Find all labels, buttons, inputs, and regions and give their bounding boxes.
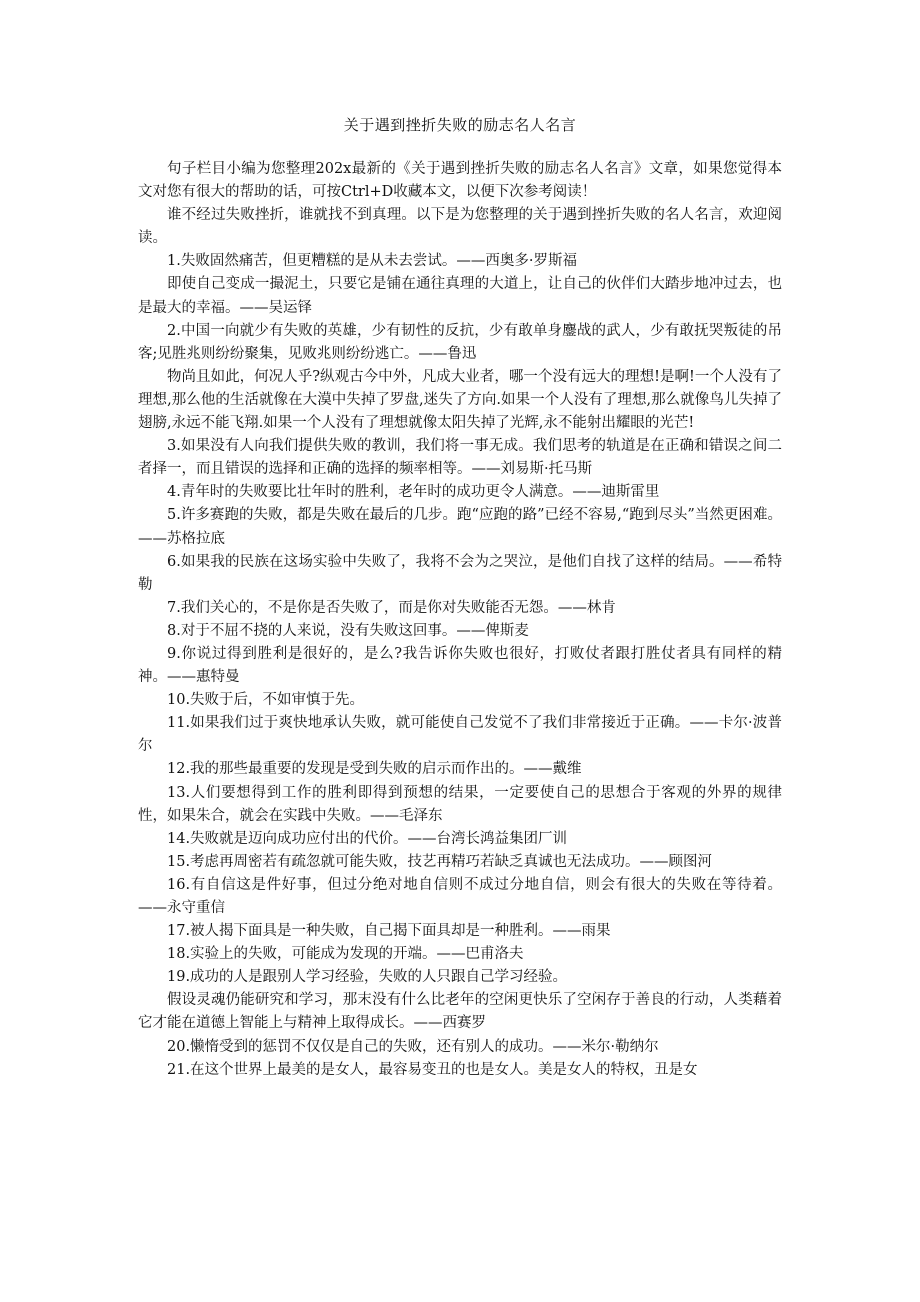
paragraph: 7.我们关心的，不是你是否失败了，而是你对失败能否无怨。——林肯: [167, 599, 616, 616]
document-title: 关于遇到挫折失败的励志名人名言: [343, 116, 577, 134]
paragraph: 句子栏目小编为您整理202x最新的《关于遇到挫折失败的励志名人名言》文章，如果您觉得本文对您有很大的帮助的话，可按Ctrl+D收藏本文，以便下次参考阅读！: [138, 161, 782, 201]
paragraph: 10.失败于后，不如审慎于先。: [167, 692, 365, 709]
document-body: [138, 158, 782, 1082]
paragraph: 1.失败固然痛苦，但更糟糕的是从未去尝试。——西奥多·罗斯福: [167, 253, 577, 270]
paragraph: 假设灵魂仍能研究和学习，那末没有什么比老年的空闲更快乐了空闲存于善良的行动，人类藉着它才能在道德上智能上与精神上取得成长。——西赛罗: [138, 992, 782, 1032]
paragraph: 14.失败就是迈向成功应付出的代价。——台湾长鸿益集团厂训: [167, 830, 568, 847]
paragraph: 21.在这个世界上最美的是女人，最容易变丑的也是女人。美是女人的特权，丑是女: [167, 1061, 698, 1078]
paragraph: 18.实验上的失败，可能成为发现的开端。——巴甫洛夫: [167, 946, 524, 963]
paragraph: 4.青年时的失败要比壮年时的胜利，老年时的成功更令人满意。——迪斯雷里: [167, 484, 660, 501]
paragraph: 20.懒惰受到的惩罚不仅仅是自己的失败，还有别人的成功。——米尔·勒纳尔: [167, 1038, 659, 1055]
paragraph: 13.人们要想得到工作的胜利即得到预想的结果，一定要使自己的思想合于客观的外界的规律性，如果朱合，就会在实践中失败。——毛泽东: [138, 784, 782, 824]
paragraph: 15.考虑再周密若有疏忽就可能失败，技艺再精巧若缺乏真诚也无法成功。——顾图河: [167, 853, 713, 870]
paragraph: 19.成功的人是跟别人学习经验，失败的人只跟自己学习经验。: [167, 969, 568, 986]
paragraph: 5.许多赛跑的失败，都是失败在最后的几步。跑“应跑的路”已经不容易,“跑到尽头”当然更困难。——苏格拉底: [138, 507, 782, 547]
paragraph: 谁不经过失败挫折，谁就找不到真理。以下是为您整理的关于遇到挫折失败的名人名言，欢迎阅读。: [138, 207, 782, 247]
paragraph: 11.如果我们过于爽快地承认失败，就可能使自己发觉不了我们非常接近于正确。——卡尔·波普尔: [138, 715, 782, 755]
paragraph: 17.被人揭下面具是一种失败，自己揭下面具却是一种胜利。——雨果: [167, 923, 611, 940]
paragraph: 2.中国一向就少有失败的英雄，少有韧性的反抗，少有敢单身鏖战的武人，少有敢抚哭叛徒的吊客;见胜兆则纷纷聚集，见败兆则纷纷逃亡。——鲁迅: [138, 322, 782, 362]
paragraph: 3.如果没有人向我们提供失败的教训，我们将一事无成。我们思考的轨道是在正确和错误之间二者择一，而且错误的选择和正确的选择的频率相等。——刘易斯·托马斯: [138, 438, 782, 478]
paragraph: 6.如果我的民族在这场实验中失败了，我将不会为之哭泣，是他们自找了这样的结局。——希特勒: [138, 553, 782, 593]
paragraph: 12.我的那些最重要的发现是受到失败的启示而作出的。——戴维: [167, 761, 582, 778]
paragraph: 即使自己变成一撮泥土，只要它是铺在通往真理的大道上，让自己的伙伴们大踏步地冲过去，也是最大的幸福。——吴运铎: [138, 276, 782, 316]
paragraph: 8.对于不屈不挠的人来说，没有失败这回事。——俾斯麦: [167, 622, 529, 639]
paragraph: 物尚且如此，何况人乎?纵观古今中外，凡成大业者，哪一个没有远大的理想!是啊!一个人没有了理想,那么他的生活就像在大漠中失掉了罗盘,迷失了方向.如果一个人没有了理想,那么就像鸟儿失掉了翅膀,永远不能飞翔.如果一个人没有了理想就像太阳失掉了光辉,永不能射出耀眼的光芒!: [138, 368, 782, 432]
paragraph: 16.有自信这是件好事，但过分绝对地自信则不成过分地自信，则会有很大的失败在等待着。——永守重信: [138, 876, 782, 916]
paragraph: 9.你说过得到胜利是很好的，是么?我告诉你失败也很好，打败仗者跟打胜仗者具有同样的精神。——惠特曼: [138, 645, 782, 686]
